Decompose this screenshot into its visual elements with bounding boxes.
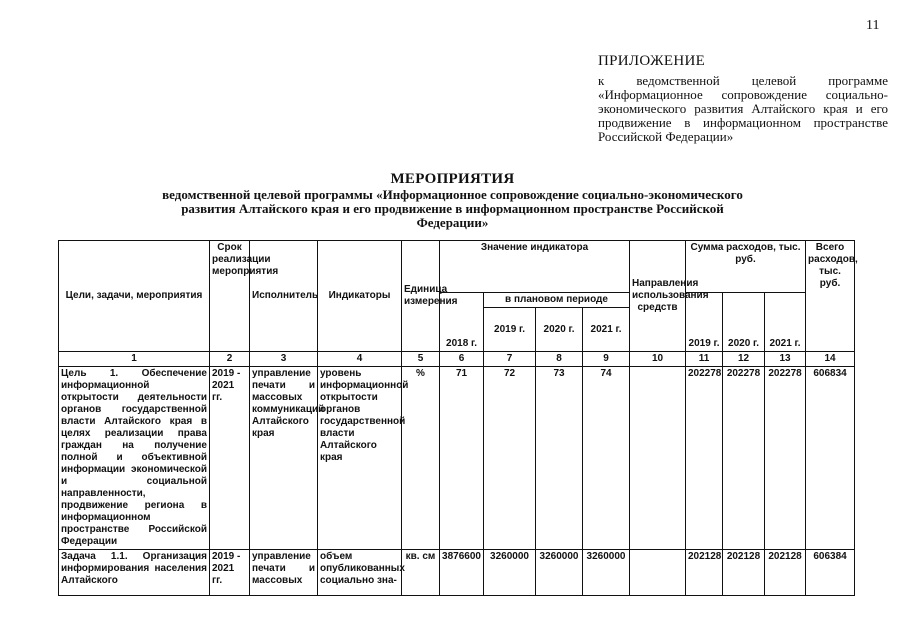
column-number: 3 bbox=[250, 352, 318, 367]
expense-2020-cell: 202128 bbox=[723, 550, 765, 596]
header-planning-period: в плановом периоде bbox=[484, 293, 630, 308]
header-expense-2019: 2019 г. bbox=[686, 293, 723, 352]
column-number: 10 bbox=[630, 352, 686, 367]
executor-cell: управление печати и массовых коммуникаций Алтайского края bbox=[250, 367, 318, 550]
total-cell: 606384 bbox=[806, 550, 855, 596]
column-number: 11 bbox=[686, 352, 723, 367]
header-indicator-value: Значение индикатора bbox=[440, 241, 630, 293]
value-2021-cell: 3260000 bbox=[583, 550, 630, 596]
unit-cell: % bbox=[402, 367, 440, 550]
appendix-text: к ведомственной целевой программе «Информационное сопровождение социально-экономического развития Алтайского края и его продвижение в информационном пространстве Российской Федерации» bbox=[598, 73, 888, 144]
expense-2019-cell: 202278 bbox=[686, 367, 723, 550]
goal-cell: Цель 1. Обеспечение информационной открытости деятельности органов государственной власти Алтайского края в целях реализации права граждан на получение полной и объективной информации экономической и социальной направленности, продвижение региона в информационном пространстве Российской Федерации bbox=[59, 367, 210, 550]
header-unit: Единица измерения bbox=[402, 241, 440, 352]
measures-table bbox=[58, 240, 858, 596]
column-number: 1 bbox=[59, 352, 210, 367]
column-number: 4 bbox=[318, 352, 402, 367]
value-2021-cell: 74 bbox=[583, 367, 630, 550]
total-cell: 606834 bbox=[806, 367, 855, 550]
expense-2021-cell: 202278 bbox=[765, 367, 806, 550]
value-2019-cell: 72 bbox=[484, 367, 536, 550]
column-number: 12 bbox=[723, 352, 765, 367]
header-expense-2020: 2020 г. bbox=[723, 293, 765, 352]
column-number: 8 bbox=[536, 352, 583, 367]
header-indicators: Индикаторы bbox=[318, 241, 402, 352]
header-expense-sum: Сумма расходов, тыс. руб. bbox=[686, 241, 806, 293]
unit-cell: кв. см bbox=[402, 550, 440, 596]
header-executor: Исполнитель bbox=[250, 241, 318, 352]
column-number: 5 bbox=[402, 352, 440, 367]
term-cell: 2019 - 2021 гг. bbox=[210, 550, 250, 596]
column-number: 7 bbox=[484, 352, 536, 367]
header-year-2018: 2018 г. bbox=[440, 293, 484, 352]
expense-2021-cell: 202128 bbox=[765, 550, 806, 596]
header-expense-2021: 2021 г. bbox=[765, 293, 806, 352]
document-heading bbox=[0, 171, 905, 230]
indicator-cell: объем опубликованных социально зна- bbox=[318, 550, 402, 596]
header-year-2021: 2021 г. bbox=[583, 308, 630, 352]
column-number: 13 bbox=[765, 352, 806, 367]
header-year-2020: 2020 г. bbox=[536, 308, 583, 352]
header-goals: Цели, задачи, мероприятия bbox=[59, 241, 210, 352]
header-direction: Направления использования средств bbox=[630, 241, 686, 352]
direction-cell bbox=[630, 367, 686, 550]
header-year-2019: 2019 г. bbox=[484, 308, 536, 352]
document-title: МЕРОПРИЯТИЯ bbox=[390, 171, 515, 187]
column-number: 9 bbox=[583, 352, 630, 367]
executor-cell: управление печати и массовых bbox=[250, 550, 318, 596]
column-number: 2 bbox=[210, 352, 250, 367]
column-number-row bbox=[59, 352, 855, 367]
column-number: 14 bbox=[806, 352, 855, 367]
value-2020-cell: 73 bbox=[536, 367, 583, 550]
appendix-block bbox=[598, 53, 888, 144]
value-2018-cell: 3876600 bbox=[440, 550, 484, 596]
value-2019-cell: 3260000 bbox=[484, 550, 536, 596]
column-number: 6 bbox=[440, 352, 484, 367]
table-row bbox=[59, 367, 855, 550]
value-2020-cell: 3260000 bbox=[536, 550, 583, 596]
term-cell: 2019 - 2021 гг. bbox=[210, 367, 250, 550]
page-number: 11 bbox=[866, 18, 880, 33]
table-row bbox=[59, 550, 855, 596]
expense-2020-cell: 202278 bbox=[723, 367, 765, 550]
indicator-cell: уровень информационной открытости органов государственной власти Алтайского края bbox=[318, 367, 402, 550]
goal-cell: Задача 1.1. Организация информирования населения Алтайского bbox=[59, 550, 210, 596]
header-term: Срок реализации мероприятия bbox=[210, 241, 250, 352]
document-subtitle: ведомственной целевой программы «Информационное сопровождение социально-экономического развития Алтайского края и его продвижение в информационном пространстве Российской Федерации» bbox=[162, 187, 743, 230]
value-2018-cell: 71 bbox=[440, 367, 484, 550]
direction-cell bbox=[630, 550, 686, 596]
header-total: Всего расходов, тыс. руб. bbox=[806, 241, 855, 352]
appendix-title: ПРИЛОЖЕНИЕ bbox=[598, 53, 706, 69]
expense-2019-cell: 202128 bbox=[686, 550, 723, 596]
